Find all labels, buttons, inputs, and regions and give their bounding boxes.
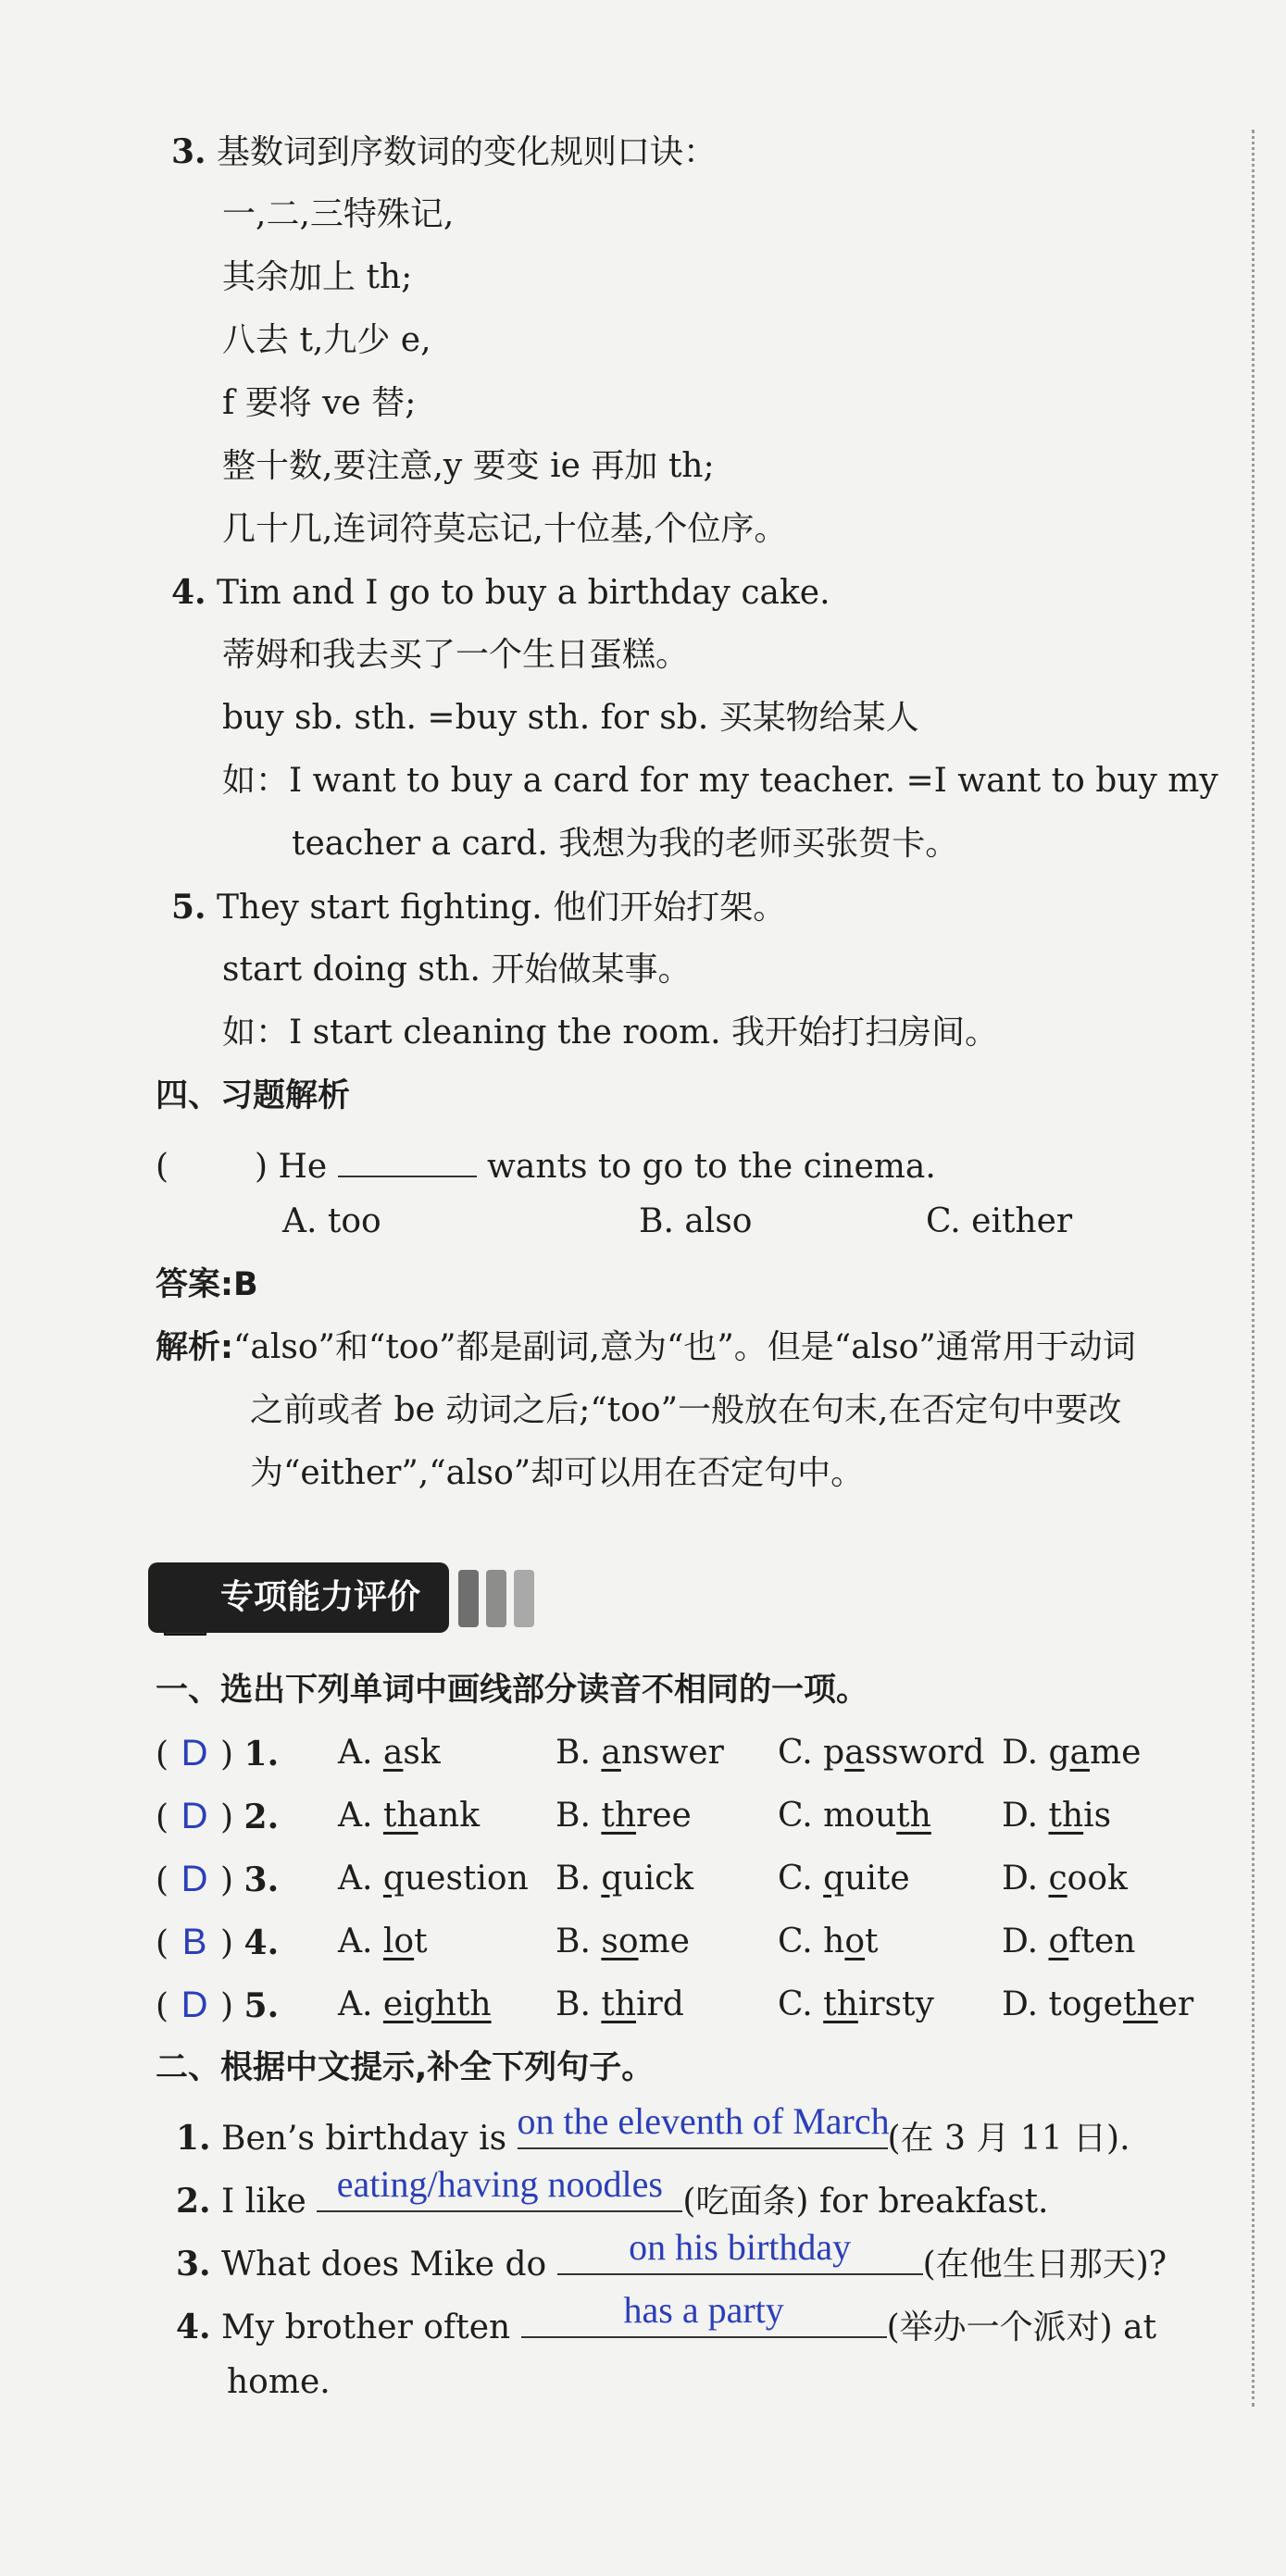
sec4-rule: buy sb. sth. =buy sth. for sb. 买某物给某人 <box>222 699 919 737</box>
exercise-heading: 四、习题解析 <box>156 1077 351 1114</box>
answer-blank <box>517 2100 890 2149</box>
part1-heading: 一、选出下列单词中画线部分读音不相同的一项。 <box>156 1672 869 1709</box>
option-a: A. thank <box>338 1797 481 1835</box>
fill-item-4-cont: home. <box>227 2363 331 2401</box>
rhyme-line: 一,二,三特殊记, <box>222 195 455 233</box>
exercise-answer: 答案:B <box>156 1266 258 1303</box>
option-d: D. together <box>1002 1985 1194 2023</box>
choice-answer: B <box>181 1922 207 1962</box>
fill-item-3: 3. What does Mike do on his birthday (在他生日那天)? <box>176 2233 1167 2289</box>
analysis-line: 为“either”,“also”却可以用在否定句中。 <box>250 1454 865 1492</box>
option-a: A. lot <box>338 1923 428 1960</box>
item-number: 5. <box>171 888 206 927</box>
option-b: B. three <box>556 1797 692 1835</box>
rhyme-line: 几十几,连词符莫忘记,十位基,个位序。 <box>222 510 788 548</box>
row-number: ( B ) 4. <box>156 1918 279 1968</box>
margin-dotted-line <box>1252 130 1255 2407</box>
rhyme-line: 整十数,要注意,y 要变 ie 再加 th; <box>222 447 715 485</box>
sec4-example: 如：I want to buy a card for my teacher. =I want to buy my <box>222 762 1218 800</box>
option-d: D. this <box>1002 1797 1112 1835</box>
sec5-rule: start doing sth. 开始做某事。 <box>222 951 692 989</box>
analysis-line: 解析:“also”和“too”都是副词,意为“也”。但是“also”通常用于动词 <box>156 1328 1136 1366</box>
banner-stripe <box>458 1570 479 1627</box>
exercise-question: ( ) He wants to go to the cinema. <box>156 1135 936 1191</box>
banner-stripe <box>486 1570 506 1627</box>
option-b: B. quick <box>556 1860 694 1898</box>
option-d: D. game <box>1002 1734 1142 1772</box>
option-c: C. mouth <box>778 1797 931 1835</box>
option-a: A. question <box>338 1860 529 1898</box>
sec4-translation: 蒂姆和我去买了一个生日蛋糕。 <box>222 636 690 674</box>
banner-stripe <box>514 1570 534 1627</box>
choice-answer: D <box>181 1859 208 1899</box>
fill-item-2: 2. I like eating/having noodles (吃面条) for breakfast. <box>176 2170 1049 2226</box>
handwritten-answer: on his birthday <box>629 2226 852 2268</box>
option-a: A. ask <box>338 1734 441 1772</box>
row-number: ( D ) 3. <box>156 1855 279 1905</box>
answer-blank <box>521 2289 887 2338</box>
option-c: C. either <box>926 1202 1073 1240</box>
option-c: C. thirsty <box>778 1985 934 2023</box>
option-c: C. quite <box>778 1860 910 1898</box>
sec4-example-cont: teacher a card. 我想为我的老师买张贺卡。 <box>292 825 959 863</box>
answer-blank <box>317 2163 682 2212</box>
fill-item-1: 1. Ben’s birthday is on the eleventh of March (在 3 月 11 日). <box>176 2107 1130 2163</box>
option-b: B. answer <box>556 1734 724 1772</box>
sec3-title-text: 基数词到序数词的变化规则口诀： <box>217 133 718 171</box>
option-a: A. too <box>282 1202 381 1240</box>
analysis-label: 解析: <box>156 1329 233 1366</box>
sentence-text: Tim and I go to buy a birthday cake. <box>217 574 830 612</box>
option-a: A. eighth <box>338 1985 492 2023</box>
item-number: 4. <box>171 573 206 612</box>
row-number: ( D ) 2. <box>156 1792 279 1842</box>
choice-answer: D <box>181 1985 208 2025</box>
part2-heading: 二、根据中文提示,补全下列句子。 <box>156 2049 655 2086</box>
sec4-sentence <box>171 568 830 617</box>
analysis-line: 之前或者 be 动词之后;“too”一般放在句末,在否定句中要改 <box>250 1391 1122 1429</box>
rhyme-line: 其余加上 th; <box>222 258 413 296</box>
option-b: B. third <box>556 1985 684 2023</box>
row-number: ( D ) 5. <box>156 1981 279 2031</box>
section-banner: 专项能力评价 <box>148 1562 449 1633</box>
option-d: D. cook <box>1002 1860 1128 1898</box>
rhyme-line: f 要将 ve 替; <box>222 384 417 422</box>
handwritten-answer: eating/having noodles <box>336 2163 663 2205</box>
option-d: D. often <box>1002 1923 1136 1960</box>
handwritten-answer: has a party <box>623 2289 784 2331</box>
question-blank <box>338 1135 477 1177</box>
answer-blank <box>557 2226 923 2275</box>
option-b: B. also <box>639 1202 753 1240</box>
choice-answer: D <box>181 1733 208 1773</box>
sec5-example: 如：I start cleaning the room. 我开始打扫房间。 <box>222 1014 998 1052</box>
item-number: 3. <box>171 132 206 171</box>
option-b: B. some <box>556 1923 690 1960</box>
fill-item-4: 4. My brother often has a party (举办一个派对) at <box>176 2296 1156 2352</box>
option-c: C. password <box>778 1734 985 1772</box>
sec5-sentence <box>171 883 786 932</box>
handwritten-answer: on the eleventh of March <box>517 2100 890 2142</box>
sec3-title <box>171 128 717 177</box>
choice-answer: D <box>181 1796 208 1836</box>
row-number: ( D ) 1. <box>156 1729 279 1779</box>
sentence-text: They start fighting. 他们开始打架。 <box>217 889 787 927</box>
rhyme-line: 八去 t,九少 e, <box>222 321 431 359</box>
option-c: C. hot <box>778 1923 879 1960</box>
